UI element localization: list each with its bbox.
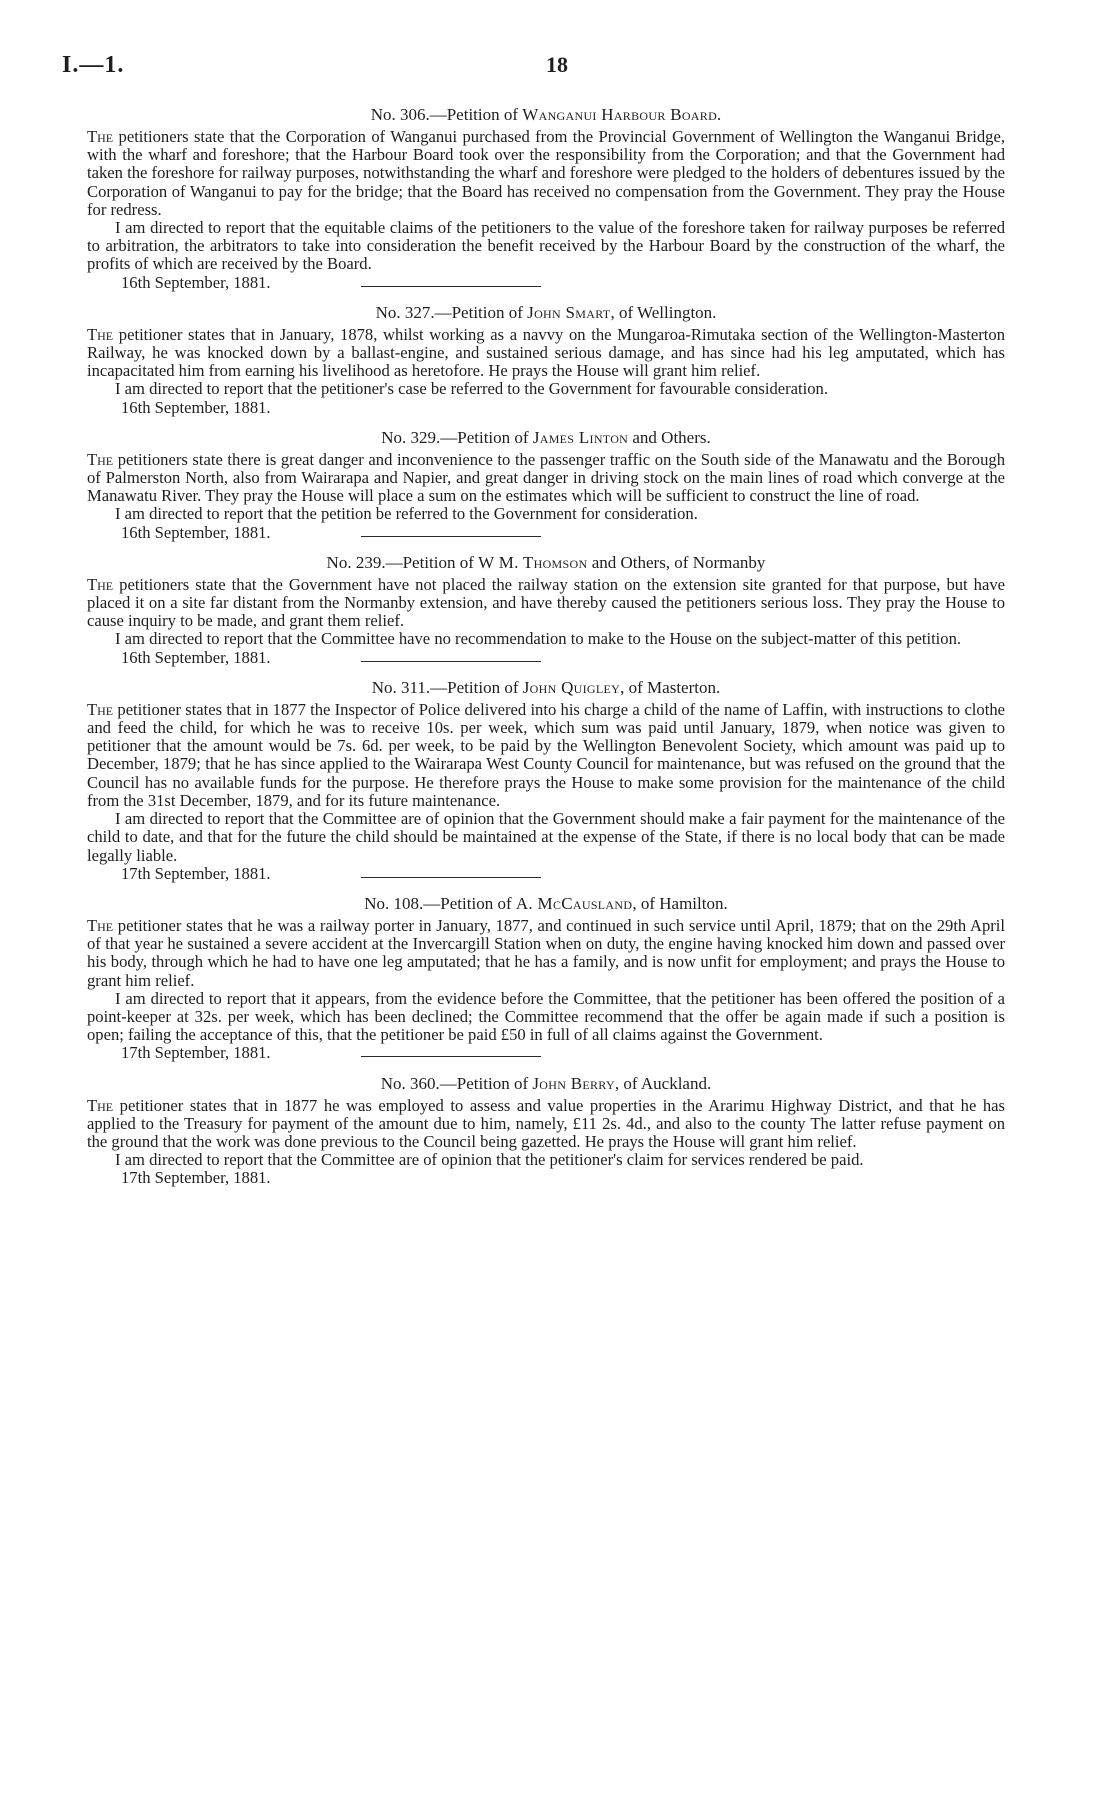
date-text: 17th September, 1881. bbox=[121, 1168, 271, 1188]
statement-lead-word: The bbox=[87, 915, 114, 935]
petition-date bbox=[121, 1044, 1005, 1062]
petition-heading bbox=[87, 552, 1005, 573]
petition-title-suffix: and Others, of Normanby bbox=[587, 552, 766, 572]
petitioner-name: John Berry bbox=[532, 1073, 615, 1093]
statement-lead-word: The bbox=[87, 127, 114, 146]
section-divider bbox=[361, 536, 541, 537]
petitioner-name: James Linton bbox=[532, 427, 629, 447]
petition-heading bbox=[87, 104, 1005, 125]
petition bbox=[87, 302, 1005, 427]
petition-date bbox=[121, 524, 1005, 542]
statement-lead-word: The bbox=[87, 449, 114, 469]
petition-number: No. 329. bbox=[381, 427, 441, 447]
statement-text: petitioner states that in January, 1878, whilst working as a navvy on the Mungaroa-Rimutaka section of the Wellington-Masterton Railway, he was knocked down by a ballast-engine, and sustained serious damage, and has since had his leg amputated, which has incapacitated him from earning his livelihood as heretofore. He prays the House will grant him relief. bbox=[87, 324, 1005, 381]
petition-title-prefix: —Petition of bbox=[434, 302, 528, 322]
petition-statement bbox=[87, 576, 1005, 631]
petitioner-name: Wanganui Harbour Board bbox=[522, 105, 718, 124]
petitioner-name: W M. Thomson bbox=[478, 552, 588, 572]
committee-report: I am directed to report that the Committee are of opinion that the Government should make a fair payment for the maintenance of the child to date, and that for the future the child should be maintained at the expense of the State, if there is no local body that can be made legally liable. bbox=[87, 809, 1005, 865]
petition-statement bbox=[87, 1097, 1005, 1152]
petition bbox=[87, 1073, 1005, 1188]
petition-heading bbox=[87, 677, 1005, 698]
petition-title-prefix: —Petition of bbox=[440, 427, 533, 447]
petition-date bbox=[121, 274, 1005, 292]
statement-text: petitioner states that he was a railway porter in January, 1877, and continued in such service until April, 1879; that on the 29th April of that year he sustained a severe accident at the Invercargill Station when on duty, the engine having knocked him down and passed over his body, through which he had to have one leg amputated; that he has a family, and is now unfit for employment; and prays the House to grant him relief. bbox=[87, 915, 1005, 990]
date-text: 17th September, 1881. bbox=[121, 863, 271, 883]
statement-lead-word: The bbox=[87, 1095, 114, 1115]
statement-text: petitioner states that in 1877 the Inspector of Police delivered into his charge a child of the name of Laffin, with instructions to clothe and feed the child, for which he was to receive 10s. per week, which sum was paid until January, 1879, when notice was given to petitioner that the amount would be 7s. 6d. per week, to be paid by the Wellington Benevolent Society, which amount was paid up to December, 1879; that he has since applied to the Wairarapa West County Council for maintenance, but was refused on the ground that the Council has no available funds for the purpose. He therefore prays the House to make some provision for the maintenance of the child from the 31st December, 1879, and for its future maintenance. bbox=[87, 699, 1005, 810]
petition-title-suffix: , of Auckland. bbox=[614, 1073, 712, 1093]
statement-lead-word: The bbox=[87, 324, 114, 344]
section-divider bbox=[361, 1056, 541, 1057]
petition-title-suffix: , of Hamilton. bbox=[632, 893, 728, 913]
document-reference: I.—1. bbox=[62, 52, 125, 78]
petition-statement bbox=[87, 326, 1005, 381]
petition-title-suffix: . bbox=[717, 105, 722, 124]
petition-title-prefix: —Petition of bbox=[439, 1073, 533, 1093]
petition-heading bbox=[87, 427, 1005, 448]
committee-report: I am directed to report that the petitioner's case be referred to the Government for favourable consideration. bbox=[115, 379, 828, 399]
date-text: 17th September, 1881. bbox=[121, 1043, 271, 1063]
statement-text: petitioners state that the Corporation of Wanganui purchased from the Provincial Government of Wellington the Wanganui Bridge, with the wharf and foreshore; that the Harbour Board took over the responsibility from the Corporation; and that the Government had taken the foreshore for railway purposes, notwithstanding the wharf and foreshore were pledged to the holders of debentures issued by the Corporation of Wanganui to pay for the bridge; that the Board has received no compensation from the Government. They pray the House for redress. bbox=[87, 127, 1005, 219]
petitioner-name: John Quigley bbox=[522, 677, 621, 697]
petition-title-prefix: —Petition of bbox=[385, 552, 479, 572]
page-number: 18 bbox=[546, 52, 568, 77]
petition-number: No. 239. bbox=[326, 552, 386, 572]
date-text: 16th September, 1881. bbox=[121, 522, 271, 542]
petition-title-prefix: —Petition of bbox=[423, 893, 516, 913]
petition bbox=[87, 427, 1005, 552]
statement-text: petitioner states that in 1877 he was employed to assess and value properties in the Ararimu Highway District, and that he has applied to the Treasury for payment of the amount due to him, namely, £11 2s. 4d., and also to the county The latter refuse payment on the ground that the work was done previous to the Council being gazetted. He prays the House will grant him relief. bbox=[87, 1095, 1005, 1151]
date-text: 16th September, 1881. bbox=[121, 397, 271, 417]
committee-report: I am directed to report that the Committee have no recommendation to make to the House on the subject-matter of this petition. bbox=[115, 629, 962, 649]
committee-report: I am directed to report that the petition be referred to the Government for consideration. bbox=[115, 504, 698, 524]
petition-statement bbox=[87, 701, 1005, 810]
petitions-body bbox=[87, 104, 1005, 1188]
section-divider bbox=[361, 661, 541, 662]
petition-number: No. 360. bbox=[380, 1073, 440, 1093]
petition-heading bbox=[87, 302, 1005, 323]
petitioner-name: A. McCausland bbox=[515, 893, 633, 913]
section-divider bbox=[361, 877, 541, 878]
committee-report: I am directed to report that the equitable claims of the petitioners to the value of the foreshore taken for railway purposes be referred to arbitration, the arbitrators to take into consideration the benefit received by the Harbour Board by the construction of the wharf, the profits of which are received by the Board. bbox=[87, 218, 1005, 274]
petition-heading bbox=[87, 1073, 1005, 1094]
petition bbox=[87, 552, 1005, 677]
petition-statement bbox=[87, 451, 1005, 506]
petition-number: No. 108. bbox=[364, 893, 424, 913]
date-text: 16th September, 1881. bbox=[121, 272, 271, 292]
petition bbox=[87, 677, 1005, 893]
statement-text: petitioners state that the Government have not placed the railway station on the extension site granted for that purpose, but have placed it on a site far distant from the Normanby extension, and have thereby caused the petitioners serious loss. They pray the House to cause inquiry to be made, and grant them relief. bbox=[87, 574, 1005, 631]
petition-number: No. 306. bbox=[370, 105, 430, 124]
petition-title-prefix: —Petition of bbox=[429, 105, 523, 124]
petition-heading bbox=[87, 893, 1005, 914]
date-text: 16th September, 1881. bbox=[121, 647, 271, 667]
committee-report: I am directed to report that the Committee are of opinion that the petitioner's claim for services rendered be paid. bbox=[115, 1150, 864, 1170]
petition-title-suffix: , of Wellington. bbox=[610, 302, 717, 322]
committee-report: I am directed to report that it appears, from the evidence before the Committee, that the petitioner has been offered the position of a point-keeper at 32s. per week, which has been declined; the Committee recommend that the offer be again made if such a position is open; failing the acceptance of this, that the petitioner be paid £50 in full of all claims against the Government. bbox=[87, 988, 1005, 1045]
petition-title-suffix: , of Masterton. bbox=[620, 677, 721, 697]
statement-lead-word: The bbox=[87, 574, 114, 594]
petition-date bbox=[121, 399, 1005, 417]
petition-title-suffix: and Others. bbox=[628, 427, 711, 447]
petition-number: No. 311. bbox=[371, 677, 431, 697]
petitioner-name: John Smart bbox=[527, 302, 611, 322]
petition-statement bbox=[87, 917, 1005, 990]
petition-date bbox=[121, 865, 1005, 883]
petition bbox=[87, 104, 1005, 302]
petition-title-prefix: —Petition of bbox=[430, 677, 523, 697]
page-header bbox=[62, 52, 1052, 88]
statement-text: petitioners state there is great danger and inconvenience to the passenger traffic on the South side of the Manawatu and the Borough of Palmerston North, also from Wairarapa and Napier, and great danger in driving stock on the main lines of road which converge at the Manawatu River. They pray the House will place a sum on the estimates which will be sufficient to construct the line of road. bbox=[87, 449, 1005, 506]
petition-number: No. 327. bbox=[375, 302, 435, 322]
section-divider bbox=[361, 286, 541, 287]
petition-date bbox=[121, 1169, 1005, 1187]
statement-lead-word: The bbox=[87, 699, 114, 719]
petition-date bbox=[121, 649, 1005, 667]
petition bbox=[87, 893, 1005, 1073]
petition-statement bbox=[87, 128, 1005, 219]
